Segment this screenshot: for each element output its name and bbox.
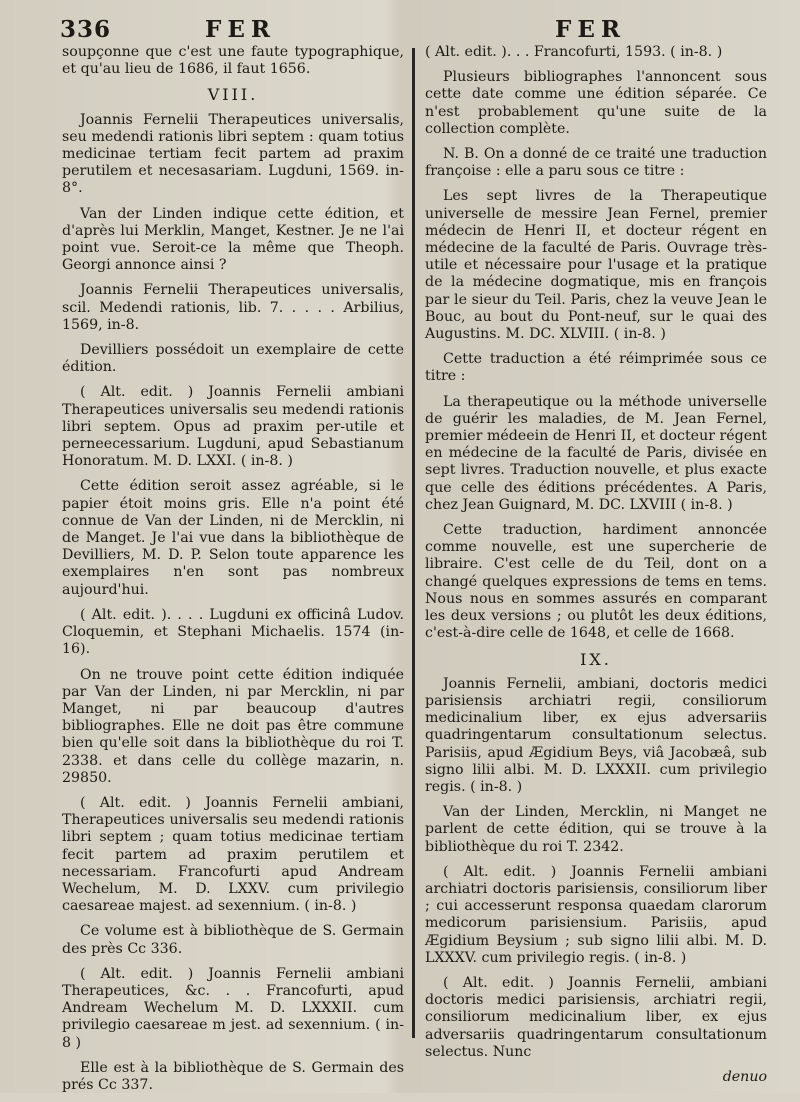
paragraph: La therapeutique ou la méthode universelle de guérir les maladies, de M. Jean Fernel, premier médeein de Henri II, et docteur régent en médecine de la faculté de Paris, divisée en sept livres. Traduction nouvelle, et plus exacte que celle des éditions précédentes. A Paris, chez Jean Guignard, M. DC. LXVIII ( in-8. ) <box>425 393 767 513</box>
column-divider <box>412 48 415 1038</box>
paragraph: Van der Linden, Mercklin, ni Manget ne parlent de cette édition, qui se trouve à la bibliothèque du roi T. 2342. <box>425 804 767 855</box>
paragraph: Elle est à la bibliothèque de S. Germain des prés Cc 337. <box>62 1059 404 1093</box>
paragraph: Joannis Fernelii Therapeutices universalis, scil. Medendi rationis, lib. 7. . . . . Arbilius, 1569, in-8. <box>62 282 404 333</box>
paragraph: ( Alt. edit. ). . . Francofurti, 1593. ( in-8. ) <box>425 44 723 60</box>
paragraph: ( Alt. edit. ) Joannis Fernelii, ambiani doctoris medici parisiensis, archiatri regii, consiliorum medicinalium liber, ex ejus adversariis quadringentarum consultationum selectus. Nunc <box>425 974 767 1060</box>
paragraph: ( Alt. edit. ) Joannis Fernelii ambiani archiatri doctoris parisiensis, consiliorum liber ; cui accesserunt responsa quaedam clarorum medicorum parisiensium. Parisiis, apud Ægidium Beysium ; sub signo lilii albi. M. D. LXXXV. cum privilegio regis. ( in-8. ) <box>425 863 767 966</box>
section-heading: VIII. <box>207 85 259 105</box>
paragraph: Cette traduction a été réimprimée sous ce titre : <box>425 351 767 385</box>
paragraph: Cette édition seroit assez agréable, si le papier étoit moins gris. Elle n'a point été connue de Van der Linden, ni de Mercklin, ni de Manget. Je l'ai vue dans la bibliothèque de Devilliers, M. D. P. Selon toute apparence les exemplaires n'en sont pas nombreux aujourd'hui. <box>62 478 404 598</box>
paragraph: Ce volume est à bibliothèque de S. Germain des près Cc 336. <box>62 923 404 957</box>
section-heading: IX. <box>580 649 612 669</box>
page-number: 336 <box>60 16 112 43</box>
running-head-right: FER <box>555 16 626 43</box>
paragraph: ( Alt. edit. ) Joannis Fernelii ambiani, Therapeutices universalis seu medendi rationis libri septem ; quam totius medicinae tertiam fecit partem ad praxim perutilem et necessariam. Francofurti apud Andream Wechelum, M. D. LXXV. cum privilegio caesareae majest. ad sexennium. ( in-8. ) <box>62 794 404 915</box>
paragraph: On ne trouve point cette édition indiquée par Van der Linden, ni par Mercklin, ni par Manget, ni par beaucoup d'autres bibliographes. Elle ne doit pas être commune bien qu'elle soit dans la bibliothèque du roi T. 2338. et dans celle du collège mazarin, n. 29850. <box>62 666 404 786</box>
page-header <box>0 16 800 46</box>
paragraph: ( Alt. edit. ). . . . Lugduni ex officinâ Ludov. Cloquemin, et Stephani Michaelis. 1574 (in-16). <box>62 606 404 658</box>
right-column <box>425 44 767 1094</box>
paragraph: Cette traduction, hardiment annoncée comme nouvelle, est une supercherie de libraire. C'est celle de du Teil, dont on a changé quelques expressions de tems en tems. Nous nous en sommes assurés en comparant les deux versions ; ou plutôt les deux éditions, c'est-à-dire celle de 1648, et celle de 1668. <box>425 522 767 642</box>
catchword: denuo <box>722 1068 767 1085</box>
paragraph: ( Alt. edit. ) Joannis Fernelii ambiani Therapeutices, &c. . . Francofurti, apud Andream Wechelum M. D. LXXXII. cum privilegio caesareae m jest. ad sexennium. ( in-8 ) <box>62 965 404 1051</box>
paragraph: Joannis Fernelii Therapeutices universalis, seu medendi rationis libri septem : quam totius medicinae tertiam fecit partem ad praxim perutilem et necesasariam. Lugduni, 1569. in-8°. <box>62 111 404 197</box>
paragraph: Van der Linden indique cette édition, et d'après lui Merklin, Manget, Kestner. Je ne l'ai point vue. Seroit-ce la même que Theoph. Georgi annonce ainsi ? <box>62 205 404 274</box>
paragraph: Joannis Fernelii, ambiani, doctoris medici parisiensis archiatri regii, consiliorum medicinalium liber, ex ejus adversariis quadringentarum consultationum selectus. Parisiis, apud Ægidium Beys, viâ Jacobæâ, sub signo lilii albi. M. D. LXXXII. cum privilegio regis. ( in-8. ) <box>425 675 767 795</box>
paragraph: Les sept livres de la Therapeutique universelle de messire Jean Fernel, premier médecin de Henri II, et docteur régent en médecine de la faculté de Paris. Ouvrage très-utile et nécessaire pour l'usage et la pratique de la médecine dogmatique, mis en françois par le sieur du Teil. Paris, chez la veuve Jean le Bouc, au bout du Pont-neuf, sur le quai des Augustins. M. DC. XLVIII. ( in-8. ) <box>425 188 767 343</box>
paragraph: Plusieurs bibliographes l'annoncent sous cette date comme une édition séparée. Ce n'est probablement qu'une suite de la collection complète. <box>425 69 767 137</box>
paragraph: Devilliers possédoit un exemplaire de cette édition. <box>62 342 404 376</box>
running-head-left: FER <box>205 16 276 43</box>
left-column <box>62 44 404 1102</box>
paragraph: soupçonne que c'est une faute typographique, et qu'au lieu de 1686, il faut 1656. <box>62 44 404 78</box>
paragraph: ( Alt. edit. ) Joannis Fernelii ambiani Therapeutices universalis seu medendi rationis libri septem. Opus ad praxim per-utile et perneecessarium. Lugduni, apud Sebastianum Honoratum. M. D. LXXI. ( in-8. ) <box>62 384 404 470</box>
paragraph: N. B. On a donné de ce traité une traduction françoise : elle a paru sous ce titre : <box>425 146 767 180</box>
